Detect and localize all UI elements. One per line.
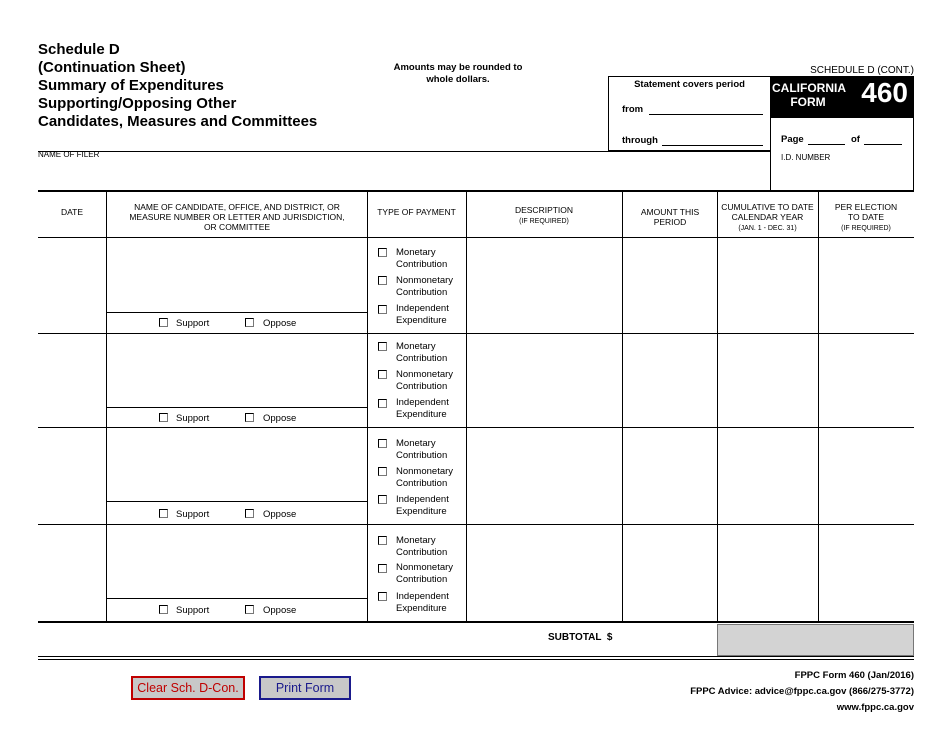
row-divider (38, 524, 914, 525)
support-label: Support (176, 413, 210, 424)
form-number: 460 (861, 77, 908, 108)
col-divider (466, 191, 467, 621)
payment-option-label: Independent Expenditure (396, 494, 449, 517)
statement-period-heading: Statement covers period (634, 79, 745, 90)
support-checkbox[interactable] (159, 509, 168, 518)
support-checkbox[interactable] (159, 318, 168, 327)
schedule-title: Schedule D (Continuation Sheet) Summary of Expenditures Supporting/Opposing Other Candidates, Measures and Committees (38, 41, 318, 130)
california-form-label: CALIFORNIA FORM (772, 81, 846, 109)
payment-option-label: Nonmonetary Contribution (396, 562, 454, 585)
col-header-per-election: PER ELECTION TO DATE (IF REQUIRED) (834, 202, 898, 232)
footer-website: www.fppc.ca.gov (836, 702, 914, 713)
row-divider (38, 427, 914, 428)
of-label: of (851, 134, 860, 145)
col-divider (622, 191, 623, 621)
monetary-checkbox[interactable] (378, 439, 387, 448)
form-footer (690, 668, 914, 716)
row-divider (38, 333, 914, 334)
footer-form-version: FPPC Form 460 (Jan/2016) (794, 670, 914, 681)
nonmonetary-checkbox[interactable] (378, 564, 387, 573)
clear-schedule-button[interactable]: Clear Sch. D-Con. (131, 676, 245, 700)
independent-checkbox[interactable] (378, 399, 387, 408)
monetary-checkbox[interactable] (378, 536, 387, 545)
col-divider (818, 191, 819, 621)
payment-option-label: Independent Expenditure (396, 303, 449, 326)
col-divider (717, 191, 718, 621)
col-divider (106, 191, 107, 621)
monetary-checkbox[interactable] (378, 248, 387, 257)
payment-option-label: Monetary Contribution (396, 438, 448, 461)
oppose-label: Oppose (263, 318, 297, 329)
col-header-cumulative: CUMULATIVE TO DATE CALENDAR YEAR (JAN. 1 - DEC. 31) (721, 202, 814, 232)
rounding-note: Amounts may be rounded to whole dollars. (393, 62, 523, 85)
page-label: Page (781, 134, 804, 145)
oppose-label: Oppose (263, 413, 297, 424)
independent-checkbox[interactable] (378, 592, 387, 601)
col-header-description: DESCRIPTION (IF REQUIRED) (514, 205, 574, 225)
payment-option-label: Nonmonetary Contribution (396, 466, 454, 489)
support-checkbox[interactable] (159, 413, 168, 422)
support-checkbox[interactable] (159, 605, 168, 614)
schedule-cont-label: SCHEDULE D (CONT.) (810, 65, 914, 76)
subtotal-label: SUBTOTAL $ (548, 632, 613, 643)
oppose-checkbox[interactable] (245, 509, 254, 518)
nonmonetary-checkbox[interactable] (378, 276, 387, 285)
oppose-label: Oppose (263, 605, 297, 616)
support-label: Support (176, 509, 210, 520)
col-header-payment: TYPE OF PAYMENT (377, 207, 456, 217)
name-of-filer-label: NAME OF FILER (38, 150, 100, 159)
oppose-label: Oppose (263, 509, 297, 520)
payment-option-label: Monetary Contribution (396, 247, 448, 270)
payment-option-label: Independent Expenditure (396, 397, 449, 420)
payment-option-label: Independent Expenditure (396, 591, 449, 614)
col-divider (367, 191, 368, 621)
independent-checkbox[interactable] (378, 495, 387, 504)
subtotal-field[interactable] (717, 624, 914, 656)
col-header-amount: AMOUNT THIS PERIOD (640, 207, 700, 227)
nonmonetary-checkbox[interactable] (378, 467, 387, 476)
col-header-name: NAME OF CANDIDATE, OFFICE, AND DISTRICT, OR MEASURE NUMBER OR LETTER AND JURISDICTION, OR COMMITTEE (129, 202, 345, 232)
print-form-button[interactable]: Print Form (259, 676, 351, 700)
independent-checkbox[interactable] (378, 305, 387, 314)
subtotal-double-rule (38, 659, 914, 660)
subtotal-top-rule (38, 621, 914, 623)
payment-option-label: Monetary Contribution (396, 341, 448, 364)
from-label: from (622, 104, 644, 115)
oppose-checkbox[interactable] (245, 605, 254, 614)
support-divider (107, 501, 367, 502)
monetary-checkbox[interactable] (378, 342, 387, 351)
through-label: through (622, 135, 658, 146)
support-label: Support (176, 605, 210, 616)
footer-advice: FPPC Advice: advice@fppc.ca.gov (866/275-3772) (690, 686, 914, 697)
id-number-label: I.D. NUMBER (781, 153, 831, 162)
support-divider (107, 407, 367, 408)
payment-option-label: Nonmonetary Contribution (396, 369, 454, 392)
oppose-checkbox[interactable] (245, 318, 254, 327)
support-divider (107, 598, 367, 599)
nonmonetary-checkbox[interactable] (378, 370, 387, 379)
payment-option-label: Monetary Contribution (396, 535, 448, 558)
row-divider (38, 237, 914, 238)
payment-option-label: Nonmonetary Contribution (396, 275, 454, 298)
subtotal-bottom-rule (38, 656, 914, 657)
support-label: Support (176, 318, 210, 329)
col-header-date: DATE (60, 207, 84, 217)
support-divider (107, 312, 367, 313)
oppose-checkbox[interactable] (245, 413, 254, 422)
